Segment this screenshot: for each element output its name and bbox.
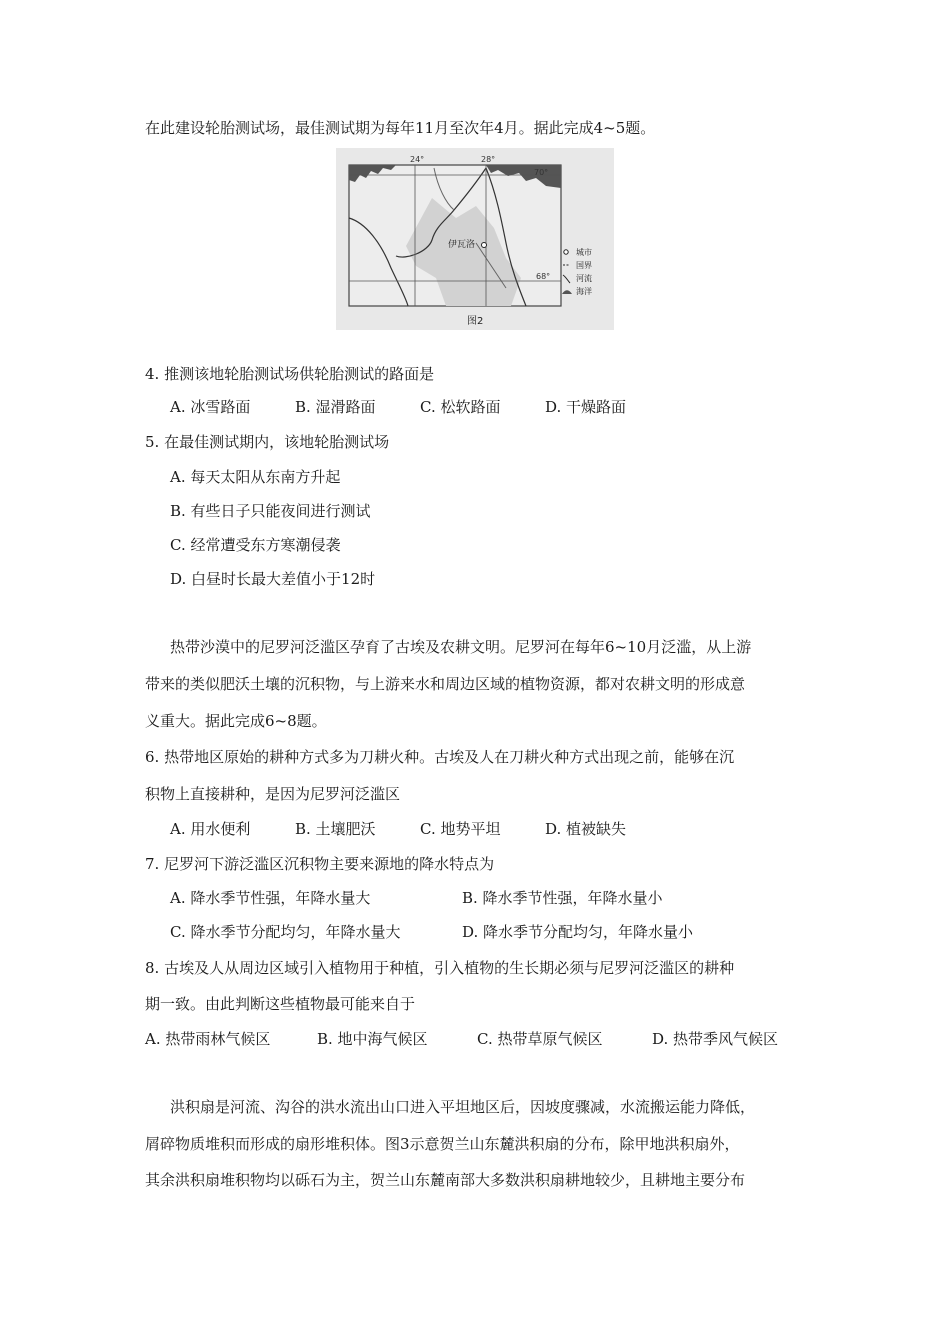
q4-option-b: B. 湿滑路面 (295, 398, 376, 416)
q4-stem: 4. 推测该地轮胎测试场供轮胎测试的路面是 (145, 365, 435, 383)
q5-option-b: B. 有些日子只能夜间进行测试 (170, 502, 371, 520)
legend-city-symbol (564, 250, 568, 254)
q8-option-a: A. 热带雨林气候区 (145, 1030, 271, 1048)
lat-label-70: 70° (534, 168, 549, 177)
passage3-line-1: 洪积扇是河流、沟谷的洪水流出山口进入平坦地区后，因坡度骤减，水流搬运能力降低， (170, 1098, 756, 1116)
figure-2-caption: 图2 (467, 316, 484, 327)
q5-option-d: D. 白昼时长最大差值小于12时 (170, 570, 376, 588)
passage2-line-3: 义重大。据此完成6~8题。 (145, 712, 327, 730)
figure-2-map (336, 148, 614, 330)
q8-options (145, 1029, 778, 1049)
q5-stem: 5. 在最佳测试期内，该地轮胎测试场 (145, 433, 390, 451)
q5-option-c: C. 经常遭受东方寒潮侵袭 (170, 536, 341, 554)
passage2-line-1: 热带沙漠中的尼罗河泛滥区孕育了古埃及农耕文明。尼罗河在每年6~10月泛滥，从上游 (170, 638, 752, 656)
q6-option-c: C. 地势平坦 (420, 820, 501, 838)
q4-option-a: A. 冰雪路面 (170, 398, 251, 416)
q7-options-row-2 (170, 922, 693, 942)
q8-stem-line-2: 期一致。由此判断这些植物最可能来自于 (145, 995, 416, 1013)
passage2-line-2: 带来的类似肥沃土壤的沉积物，与上游来水和周边区域的植物资源，都对农耕文明的形成意 (145, 675, 746, 693)
q8-option-c: C. 热带草原气候区 (477, 1030, 603, 1048)
q8-option-d: D. 热带季风气候区 (652, 1030, 779, 1048)
q5-option-a: A. 每天太阳从东南方升起 (170, 468, 341, 486)
legend-river-label: 河流 (576, 274, 592, 283)
q4-options (170, 397, 626, 417)
city-label-ivalo: 伊瓦洛 (448, 240, 476, 250)
q7-option-b: B. 降水季节性强，年降水量小 (462, 889, 663, 907)
intro-tail-text: 在此建设轮胎测试场，最佳测试期为每年11月至次年4月。据此完成4~5题。 (145, 119, 656, 137)
q7-option-c: C. 降水季节分配均匀，年降水量大 (170, 923, 401, 941)
passage3-line-3: 其余洪积扇堆积物均以砾石为主，贺兰山东麓南部大多数洪积扇耕地较少，且耕地主要分布 (145, 1171, 746, 1189)
legend-border-label: 国界 (576, 261, 592, 270)
q6-option-a: A. 用水便利 (170, 820, 251, 838)
q6-stem-line-1: 6. 热带地区原始的耕种方式多为刀耕火种。古埃及人在刀耕火种方式出现之前，能够在沉 (145, 748, 735, 766)
q7-option-a: A. 降水季节性强，年降水量大 (170, 889, 371, 907)
lon-label-24: 24° (410, 155, 425, 164)
q8-option-b: B. 地中海气候区 (317, 1030, 428, 1048)
q7-stem: 7. 尼罗河下游泛滥区沉积物主要来源地的降水特点为 (145, 855, 495, 873)
q7-option-d: D. 降水季节分配均匀，年降水量小 (462, 923, 694, 941)
q6-option-b: B. 土壤肥沃 (295, 820, 376, 838)
q4-option-d: D. 干燥路面 (545, 398, 627, 416)
q8-stem-line-1: 8. 古埃及人从周边区域引入植物用于种植，引入植物的生长期必须与尼罗河泛滥区的耕种 (145, 959, 735, 977)
city-marker (482, 243, 487, 248)
q4-option-c: C. 松软路面 (420, 398, 501, 416)
q6-option-d: D. 植被缺失 (545, 820, 627, 838)
passage3-line-2: 屑碎物质堆积而形成的扇形堆积体。图3示意贺兰山东麓洪积扇的分布，除甲地洪积扇外， (145, 1135, 740, 1153)
q6-options (170, 819, 626, 839)
lat-label-68: 68° (536, 272, 551, 281)
legend-sea-label: 海洋 (576, 287, 592, 296)
q7-options-row-1 (170, 888, 663, 908)
lon-label-28: 28° (481, 155, 496, 164)
legend-city-label: 城市 (576, 248, 592, 257)
q6-stem-line-2: 积物上直接耕种，是因为尼罗河泛滥区 (145, 785, 401, 803)
